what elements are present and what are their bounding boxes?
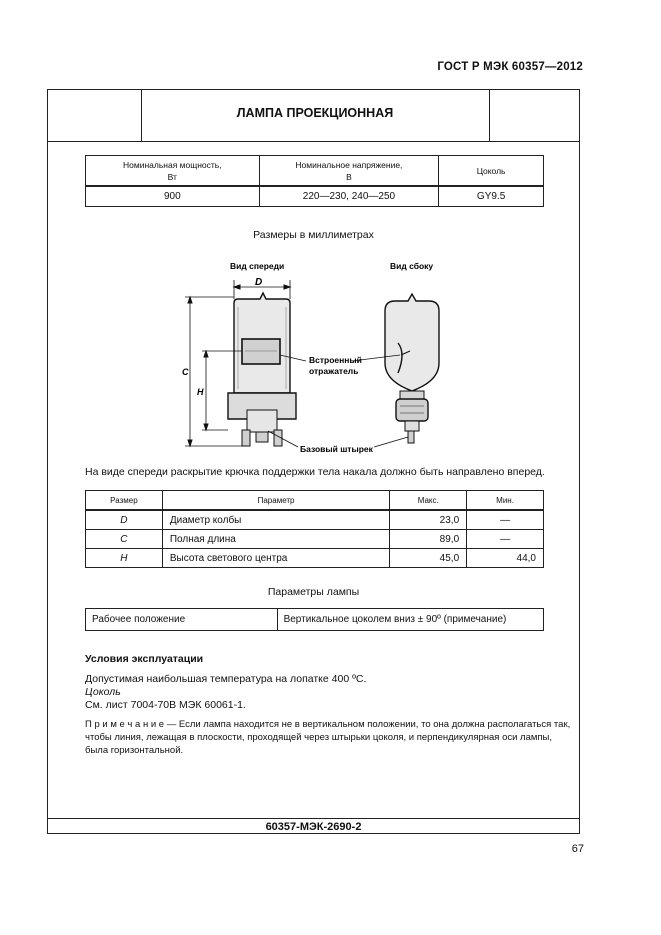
side-view-label: Вид сбоку [390,261,434,271]
sheet-title: ЛАМПА ПРОЕКЦИОННАЯ [236,106,394,120]
value-voltage: 220—230, 240—250 [259,186,439,207]
dimension-c-label: C [182,367,189,377]
base-reference: См. лист 7004-70В МЭК 60061-1. [85,699,246,711]
note-paragraph [85,718,577,757]
page-number: 67 [571,843,584,855]
lamp-params-caption: Параметры лампы [267,586,360,598]
value-power: 900 [86,186,260,207]
base-pin-label: Базовый штырек [300,444,373,454]
operating-position-value: Вертикальное цоколем вниз ± 90º (примечание) [277,609,543,631]
reflector-label-2: отражатель [309,366,359,376]
row-min: 44,0 [467,549,544,568]
row-max: 89,0 [390,530,467,549]
dimensions-caption: Размеры в миллиметрах [253,229,374,241]
row-param: Высота светового центра [162,549,389,568]
dimension-d-label: D [255,277,263,288]
reflector-label-1: Встроенный [309,355,362,365]
operating-position-label: Рабочее положение [86,609,278,631]
operation-temp: Допустимая наибольшая температура на лопатке 400 ºС. [85,673,367,685]
row-size: C [86,530,163,549]
row-max: 23,0 [390,510,467,530]
row-min: — [467,530,544,549]
operation-heading: Условия эксплуатации [85,653,204,665]
title-block [47,89,580,142]
header-power: Номинальная мощность, Вт [86,156,260,187]
header-max: Макс. [390,491,467,511]
header-param: Параметр [162,491,389,511]
table-row [86,530,544,549]
ratings-table [85,155,544,207]
table-row [86,510,544,530]
row-param: Диаметр колбы [162,510,389,530]
standard-code: ГОСТ Р МЭК 60357—2012 [437,61,583,73]
lamp-params-table [85,608,544,631]
header-base: Цоколь [439,156,544,187]
base-heading: Цоколь [85,686,121,698]
front-view-label: Вид спереди [230,261,285,271]
lamp-drawing [170,255,470,460]
title-divider-right [489,89,490,141]
note-text: — Если лампа находится не в вертикальном положении, то она должна располагаться так, чтобы линия, лежащая в плоскости, проходящей через штырьки цоколя, и перпендикулярная оси лампы, была горизонтальной. [85,719,571,756]
row-size: H [86,549,163,568]
note-prefix: П р и м е ч а н и е [85,719,165,730]
row-size: D [86,510,163,530]
value-base: GY9.5 [439,186,544,207]
table-row [86,549,544,568]
filament-note: На виде спереди раскрытие крючка поддержки тела накала должно быть направлено вперед. [85,466,545,478]
row-max: 45,0 [390,549,467,568]
sheet-code: 60357-МЭК-2690-2 [265,821,362,833]
header-min: Мин. [467,491,544,511]
dimensions-table [85,490,544,568]
row-param: Полная длина [162,530,389,549]
header-voltage: Номинальное напряжение, В [259,156,439,187]
dimension-h-label: H [197,387,204,397]
row-min: — [467,510,544,530]
footer-divider [47,818,580,819]
header-size: Размер [86,491,163,511]
